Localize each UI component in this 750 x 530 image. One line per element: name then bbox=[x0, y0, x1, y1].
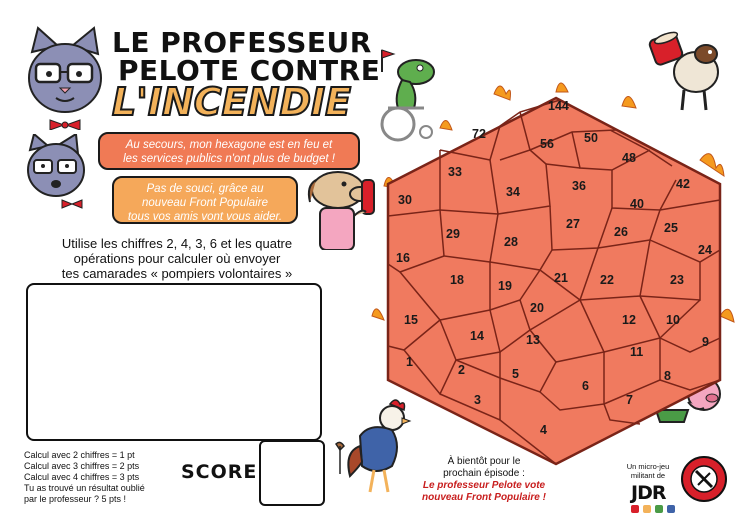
map-cell-number: 30 bbox=[398, 193, 412, 207]
rule-bonus-line-2: par le professeur ? 5 pts ! bbox=[24, 494, 127, 504]
map-cell-number: 50 bbox=[584, 131, 598, 145]
flame-icon bbox=[494, 86, 511, 100]
micro-jeu-line-1: Un micro-jeu bbox=[626, 462, 670, 471]
map-cell-number: 48 bbox=[622, 151, 636, 165]
map-cell-number: 14 bbox=[470, 329, 484, 343]
map-cell-number: 1 bbox=[406, 355, 413, 369]
instructions-line-1: Utilise les chiffres 2, 4, 3, 6 et les quatre bbox=[61, 236, 293, 251]
jdr-logo: JDR bbox=[631, 482, 666, 504]
map-cell-number: 5 bbox=[512, 367, 519, 381]
map-cell-number: 19 bbox=[498, 279, 512, 293]
map-cell-number: 6 bbox=[582, 379, 589, 393]
map-cell-number: 21 bbox=[554, 271, 568, 285]
map-cell-number: 12 bbox=[622, 313, 636, 327]
map-cell-number: 40 bbox=[630, 197, 644, 211]
rule-3-digits: Calcul avec 3 chiffres = 2 pts bbox=[24, 461, 140, 471]
map-cell-number: 20 bbox=[530, 301, 544, 315]
map-cell-number: 26 bbox=[614, 225, 628, 239]
cat-speech-line-1: Au secours, mon hexagone est en feu et bbox=[125, 139, 333, 151]
dog-speech-line-3: tous vos amis vont vous aider. bbox=[127, 211, 283, 223]
next-episode-line-2: prochain épisode : bbox=[443, 468, 525, 479]
map-cell-number: 4 bbox=[540, 423, 547, 437]
map-cell-number: 24 bbox=[698, 243, 712, 257]
map-cell-number: 42 bbox=[676, 177, 690, 191]
flame-icon bbox=[720, 309, 734, 322]
flame-icon bbox=[372, 309, 384, 320]
flame-icon bbox=[622, 96, 636, 108]
map-cell-number: 16 bbox=[396, 251, 410, 265]
score-label: SCORE bbox=[181, 461, 258, 483]
rule-2-digits: Calcul avec 2 chiffres = 1 pt bbox=[24, 450, 135, 460]
map-cell-number: 13 bbox=[526, 333, 540, 347]
flame-icon bbox=[556, 83, 568, 92]
map-cell-number: 34 bbox=[506, 185, 520, 199]
map-cell-number: 15 bbox=[404, 313, 418, 327]
map-cell-number: 29 bbox=[446, 227, 460, 241]
next-episode-line-3: Le professeur Pelote vote bbox=[422, 480, 546, 491]
map-cell-number: 23 bbox=[670, 273, 684, 287]
map-cell-number: 8 bbox=[664, 369, 671, 383]
title-line-3: L'INCENDIE bbox=[112, 80, 352, 124]
map-cell-number: 10 bbox=[666, 313, 680, 327]
map-cell-number: 3 bbox=[474, 393, 481, 407]
rule-bonus-line-1: Tu as trouvé un résultat oublié bbox=[24, 483, 145, 493]
map-cell-number: 7 bbox=[626, 393, 633, 407]
map-cell-number: 2 bbox=[458, 363, 465, 377]
dog-speech-line-1: Pas de souci, grâce au bbox=[146, 183, 264, 195]
title-line-2: PELOTE CONTRE bbox=[118, 54, 381, 87]
map-cell-number: 22 bbox=[600, 273, 614, 287]
flame-icon bbox=[700, 154, 724, 176]
instructions-line-3: tes camarades « pompiers volontaires » bbox=[61, 266, 293, 281]
map-cell-number: 33 bbox=[448, 165, 462, 179]
map-cell-number: 25 bbox=[664, 221, 678, 235]
map-cell-number: 11 bbox=[630, 345, 644, 359]
next-episode-line-1: À bientôt pour le bbox=[447, 456, 521, 467]
instructions-line-2: opérations pour calculer où envoyer bbox=[73, 251, 281, 266]
map-cell-number: 72 bbox=[472, 127, 486, 141]
title-line-1: LE PROFESSEUR bbox=[112, 26, 372, 59]
map-cell-number: 144 bbox=[548, 99, 569, 113]
cat-speech-line-2: les services publics n'ont plus de budget ! bbox=[123, 153, 335, 165]
micro-jeu-line-2: militant de bbox=[630, 471, 666, 480]
map-cell-number: 9 bbox=[702, 335, 709, 349]
map-cell-number: 27 bbox=[566, 217, 580, 231]
map-cell-number: 36 bbox=[572, 179, 586, 193]
rule-4-digits: Calcul avec 4 chiffres = 3 pts bbox=[24, 472, 140, 482]
flame-icon bbox=[440, 120, 452, 130]
next-episode-line-4: nouveau Front Populaire ! bbox=[422, 492, 546, 503]
map-cell-number: 56 bbox=[540, 137, 554, 151]
dog-speech-line-2: nouveau Front Populaire bbox=[142, 197, 268, 209]
map-cell-number: 28 bbox=[504, 235, 518, 249]
map-cell-number: 18 bbox=[450, 273, 464, 287]
